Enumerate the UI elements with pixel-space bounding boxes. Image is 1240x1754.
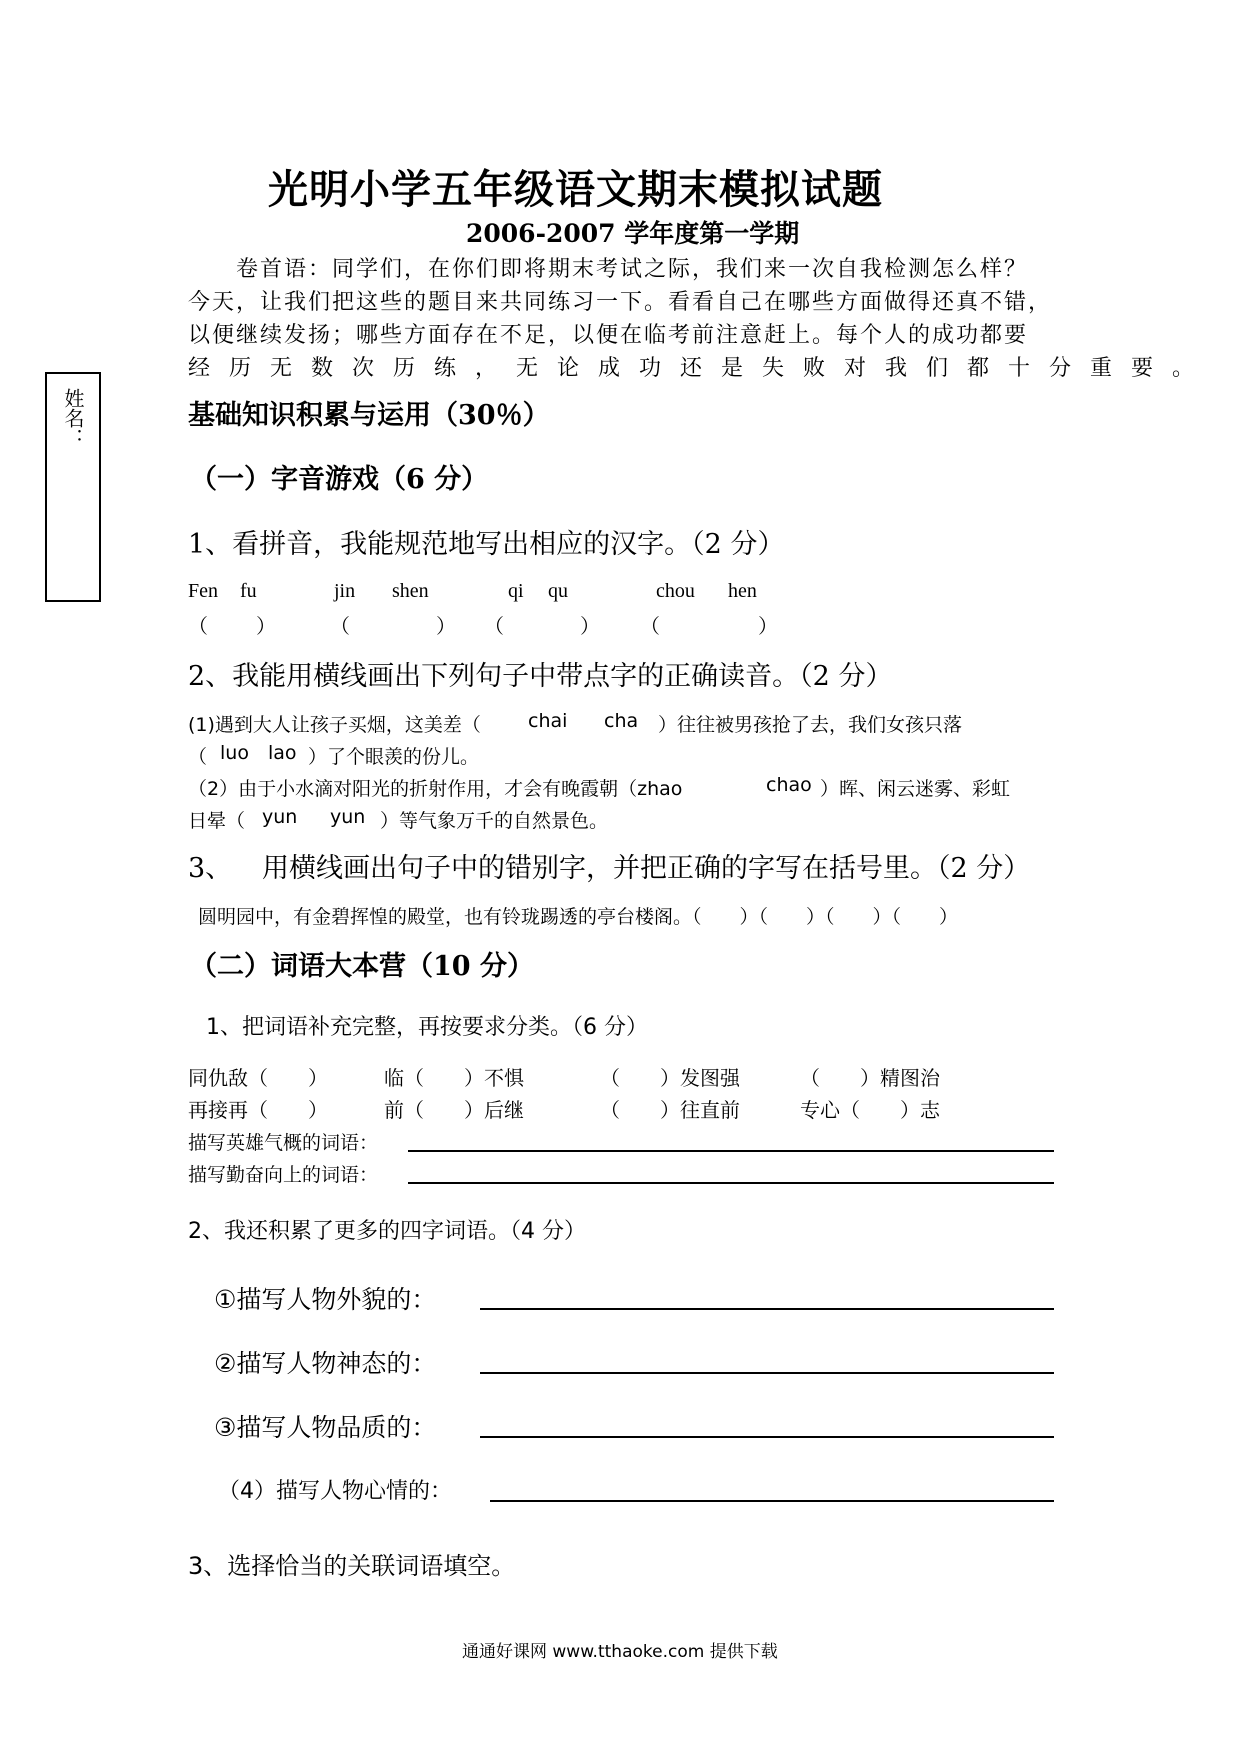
pinyin: fu <box>240 580 257 602</box>
page-subtitle: 2006-2007 学年度第一学期 <box>466 219 800 248</box>
q2-sentence-1a: (1)遇到大人让孩子买烟，这美差（ <box>188 714 481 736</box>
four-char-item: ②描写人物神态的： <box>214 1349 437 1378</box>
word-blank[interactable]: （ ）精图治 <box>800 1066 940 1090</box>
four-char-item: ①描写人物外貌的： <box>214 1285 437 1314</box>
part-1-title: （一）字音游戏（6 分） <box>190 464 489 495</box>
q3-sentence: 圆明园中，有金碧挥惶的殿堂，也有铃珑踢透的亭台楼阁。（ ）（ ）（ ）（ ） <box>198 906 959 928</box>
p2-q1-title: 1、把词语补充完整，再按要求分类。（6 分） <box>206 1015 648 1040</box>
pinyin-option[interactable]: chao <box>766 774 812 796</box>
q3-number: 3、 <box>188 853 233 884</box>
answer-paren[interactable]: （ <box>330 616 350 638</box>
answer-paren[interactable]: （ <box>484 616 504 638</box>
answer-line[interactable] <box>480 1436 1054 1438</box>
pinyin: hen <box>728 580 757 602</box>
answer-paren[interactable]: ） <box>580 616 600 638</box>
answer-line[interactable] <box>480 1308 1054 1310</box>
word-blank[interactable]: 同仇敌（ ） <box>188 1066 328 1090</box>
q2-sentence-2b-end: ）等气象万千的自然景色。 <box>380 810 609 832</box>
category-label: 描写英雄气概的词语： <box>188 1132 379 1154</box>
category-label: 描写勤奋向上的词语： <box>188 1164 379 1186</box>
four-char-item: ③描写人物品质的： <box>214 1413 437 1442</box>
pinyin: Fen <box>188 580 218 602</box>
answer-paren[interactable]: ） <box>758 616 778 638</box>
q2-sentence-2a-end: ）晖、闲云迷雾、彩虹 <box>820 778 1011 800</box>
pinyin: jin <box>334 580 356 602</box>
pinyin: qu <box>548 580 568 602</box>
q2-sentence-2a: （2）由于小水滴对阳光的折射作用，才会有晚霞朝（zhao <box>188 778 683 800</box>
answer-line[interactable] <box>408 1182 1054 1184</box>
intro-line-3: 以便继续发扬；哪些方面存在不足，以便在临考前注意赶上。每个人的成功都要 <box>188 323 1029 348</box>
q1-title: 1、看拼音，我能规范地写出相应的汉字。（2 分） <box>188 529 785 560</box>
pinyin-option[interactable]: luo <box>220 742 249 764</box>
word-blank[interactable]: 专心（ ）志 <box>800 1098 940 1122</box>
intro-line-1: 卷首语：同学们，在你们即将期末考试之际，我们来一次自我检测怎么样？ <box>236 257 1029 282</box>
intro-line-2: 今天，让我们把这些的题目来共同练习一下。看看自己在哪些方面做得还真不错， <box>188 290 1053 315</box>
answer-paren[interactable]: ） <box>256 616 276 638</box>
q2-sentence-1a-end: ）往往被男孩抢了去，我们女孩只落 <box>658 714 963 736</box>
q3-title: 用横线画出句子中的错别字，并把正确的字写在括号里。（2 分） <box>262 853 1031 884</box>
footer-text: 通通好课网 www.tthaoke.com 提供下载 <box>462 1642 778 1662</box>
four-char-item: （4）描写人物心情的： <box>218 1479 452 1504</box>
pinyin: chou <box>656 580 695 602</box>
word-blank[interactable]: 临（ ）不惧 <box>384 1066 524 1090</box>
name-label: 姓名： <box>61 388 85 448</box>
pinyin-option[interactable]: yun <box>330 806 366 828</box>
answer-paren[interactable]: （ <box>188 616 208 638</box>
answer-line[interactable] <box>490 1500 1054 1502</box>
p2-q2-title: 2、我还积累了更多的四字词语。（4 分） <box>188 1219 586 1244</box>
pinyin-option[interactable]: chai <box>528 710 568 732</box>
word-blank[interactable]: （ ）发图强 <box>600 1066 740 1090</box>
intro-line-4: 经历无数次历练，无论成功还是失败对我们都十分重要。 <box>188 356 1214 381</box>
word-blank[interactable]: 前（ ）后继 <box>384 1098 524 1122</box>
answer-paren[interactable]: （ <box>640 616 660 638</box>
pinyin: shen <box>392 580 429 602</box>
pinyin-option[interactable]: cha <box>604 710 639 732</box>
answer-paren[interactable]: ） <box>436 616 456 638</box>
q2-sentence-1b-end: ）了个眼羡的份儿。 <box>308 746 480 768</box>
pinyin-option[interactable]: yun <box>262 806 298 828</box>
part-2-title: （二）词语大本营（10 分） <box>190 951 534 982</box>
section-title: 基础知识积累与运用（30％） <box>188 400 550 431</box>
q2-sentence-1b-start: （ <box>188 746 208 768</box>
pinyin: qi <box>508 580 524 602</box>
pinyin-option[interactable]: lao <box>268 742 297 764</box>
q2-title: 2、我能用横线画出下列句子中带点字的正确读音。（2 分） <box>188 661 893 692</box>
word-blank[interactable]: （ ）往直前 <box>600 1098 740 1122</box>
p2-q3-title: 3、选择恰当的关联词语填空。 <box>188 1552 516 1580</box>
q2-sentence-2b: 日晕（ <box>188 810 246 832</box>
page-title: 光明小学五年级语文期末模拟试题 <box>268 166 883 213</box>
answer-line[interactable] <box>480 1372 1054 1374</box>
name-box[interactable] <box>45 372 101 602</box>
answer-line[interactable] <box>408 1150 1054 1152</box>
word-blank[interactable]: 再接再（ ） <box>188 1098 328 1122</box>
